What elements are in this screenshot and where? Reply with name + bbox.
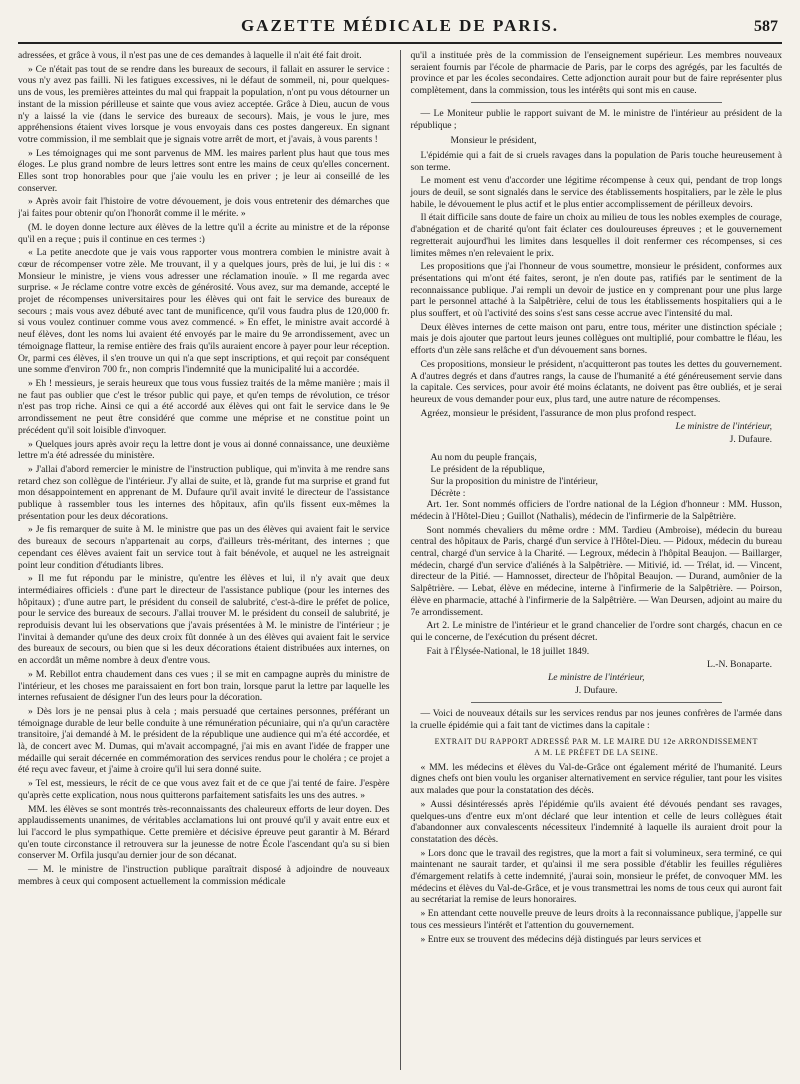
signature-title: Le ministre de l'intérieur, (547, 672, 645, 684)
signature-name: J. Dufaure. (729, 434, 772, 446)
columns (18, 50, 782, 1070)
moniteur-intro: — Le Moniteur publie le rapport suivant de M. le ministre de l'intérieur au président de la république ; (410, 107, 782, 131)
extract-paragraph: » Aussi désintéressés après l'épidémie qu'ils avaient été dévoués pendant ses ravages, quelques-uns d'entre eux m'ont déclaré que leur intention et celle de leurs collègues était d'abandonner aux convalescents nécessiteux l'indemnité à laquelle ils auraient droit pour la constatation des décès. (410, 798, 782, 845)
paragraph: » M. Rebillot entra chaudement dans ces vues ; il se mit en campagne auprès du ministre de l'intérieur, et les choses me paraissaient en fort bon train, lorsque parut la lettre par laquelle les internes refusaient de désigner l'un des leurs pour la décoration. (18, 668, 390, 704)
paragraph: » Tel est, messieurs, le récit de ce que vous avez fait et de ce que j'ai tenté de faire. J'espère qu'après cette explication, nous nous quitterons parfaitement satisfaits les uns des autres. » (18, 778, 390, 801)
page-header (18, 0, 782, 44)
decree-article: Fait à l'Élysée-National, le 18 juillet 1849. (426, 645, 590, 657)
paragraph: » J'allai d'abord remercier le ministre de l'instruction publique, qui m'invita à me rendre sans retard chez son collègue de l'intérieur. J'y allai de suite, et là, grande fut ma surprise et grand fut mon désappointement en apprenant de M. Dufaure qu'il avait invité le directeur de l'assistance publique à rassembler tous les internes des hôpitaux, afin qu'ils fissent eux-mêmes la présentation pour les deux décorations. (18, 463, 390, 522)
separator (471, 702, 723, 703)
paragraph: « La petite anecdote que je vais vous rapporter vous montrera combien le ministre avait à cœur de récompenser votre zèle. Me trouvant, il y a quelques jours, près de lui, je lui dis : « Monsieur le ministre, je viens vous adresser une réclamation inouïe. » Il me regarda avec surprise. « Je réclame contre votre excès de générosité. Vous avez, sur ma demande, accepté le projet de récompenses universitaires pour les élèves qui ont fait le service des bureaux de secours ; mais vous avez débuté avec tant de munificence, qu'il vous faudra plus de 120,000 fr. si vous voulez continuer comme vous avez commencé. » En effet, le ministre avait accordé à neuf élèves, dont les noms lui avaient été envoyés par le maire du 9e arrondissement, avec un témoignage flatteur, la remise entière des frais qu'ils auraient encore à payer pour leur réception. Or, parmi ces élèves, il s'en trouve un qui n'a que sept inscriptions, et qui reçoit par conséquent une somme d'environ 700 fr., non compris l'indemnité que la municipalité lui a accordée. (18, 247, 390, 376)
decree-body (411, 499, 783, 657)
decree-line: Le président de la république, (430, 464, 545, 476)
paragraph: » Dès lors je ne pensai plus à cela ; mais persuadé que certaines personnes, préférant un témoignage durable de leur belle conduite à une rémunération pécuniaire, qui n'a qu'un caractère transitoire, j'ai demandé à M. le président de la république une audience qui m'a été accordée, et là, de concert avec M. Dumas, qui m'avait accompagné, j'ai mis en avant l'idée de frapper une médaille qui serait décernée en commémoration des services rendus pour le choléra ; ce projet a été reçu avec faveur, et j'aime à croire qu'il lui sera donné suite. (18, 705, 390, 776)
paragraph: » Eh ! messieurs, je serais heureux que tous vous fussiez traités de la même manière ; mais il ne faut pas oublier que c'est le trésor public qui paye, et qu'en temps de révolution, ce trésor n'est pas trop riche. Ainsi ce qui a été accordé aux élèves qui ont fait le service dans le 9e arrondissement ne peut être considéré que comme une méprise et ne constitue point un précédent qu'il soit loisible d'invoquer. (18, 377, 390, 436)
decree-line: Sur la proposition du ministre de l'intérieur, (430, 475, 598, 487)
report-paragraph: Agréez, monsieur le président, l'assurance de mon plus profond respect. (420, 407, 697, 419)
signature-title: Le ministre de l'intérieur, (675, 421, 772, 433)
left-column (18, 50, 390, 1070)
paragraph: — Voici de nouveaux détails sur les services rendus par nos jeunes confrères de l'armée dans la cruelle épidémie qui a fait tant de victimes dans la capitale : (410, 708, 782, 732)
paragraph: » Je fis remarquer de suite à M. le ministre que pas un des élèves qui avaient fait le service des bureaux de secours n'appartenait au corps, d'ailleurs très-méritant, des internes ; que cependant ces élèves avaient fait un service tout à fait bénévole, et auquel ne les astreignait point leur condition d'étudiants libres. (18, 524, 390, 571)
paragraph: » Ce n'était pas tout de se rendre dans les bureaux de secours, il fallait en assurer le service : vous n'y avez pas failli. Ni les fatigues excessives, ni le défaut de sommeil, ni, pour quelques-uns de vous, les premières atteintes du mal qui frappait la population, n'ont pu vous détourner un instant de la mission périlleuse et sainte que vous aviez acceptée. Grâce à Dieu, aucun de vous n'y a laissé la vie (dans le service des bureaux de secours). Mais, je vous le jure, mes appréhensions étaient vives lorsque je vous envoyais dans ces postes dangereux. En signant votre commission, il me semblait que je signais votre arrêt de mort, et j'avais, à vous parents ! (18, 63, 390, 145)
extract-paragraph: » Lors donc que le travail des registres, que la mort a fait si volumineux, sera terminé, ce qui maintenant ne saurait tarder, et qu'ainsi il me sera possible d'établir les feuilles régulières d'émargement relatifs à cette indemnité, j'aurai soin, monsieur le préfet, de convoquer MM. les médecins et élèves du Val-de-Grâce, et je vous transmettrai les noms de tous ceux qui auront fait au secrétariat la remise de leurs honoraires. (410, 847, 782, 906)
decree-line: Décrète : (430, 487, 466, 499)
salutation: Monsieur le président, (450, 135, 537, 147)
separator (471, 102, 723, 103)
report-paragraph: Ces propositions, monsieur le président, n'acquitteront pas toutes les dettes du gouvernement. A d'autres degrés et dans d'autres rangs, la cause de l'humanité a été généreusement servie dans la capitale. Ces services, pour avoir été moins éclatants, ne doivent pas être oubliés, et je serai heureux de vous demander pour eux, plus tard, une autre nature de récompenses. (410, 358, 782, 405)
report-paragraph: Les propositions que j'ai l'honneur de vous soumettre, monsieur le président, conformes aux présentations qui m'ont été faites, seront, je n'en doute pas, ratifiés par le sentiment de la reconnaissance publique. J'ai rempli un devoir de justice en y comprenant pour une plus large part le personnel attaché à la Salpêtrière, celui de tous les établissements hospitaliers qui a le plus souffert, et où l'activité des soins s'est sans cesse accrue avec l'intensité du mal. (410, 261, 782, 320)
extract-heading (411, 736, 783, 758)
extract-paragraph: » Entre eux se trouvent des médecins déjà distingués par leurs services et (420, 933, 702, 945)
paragraph: » Quelques jours après avoir reçu la lettre dont je vous ai donné connaissance, une deuxième lettre m'a été adressée du ministère. (18, 438, 390, 462)
paragraph: adressées, et grâce à vous, il n'est pas une de ces demandes à laquelle il n'ait été fait droit. (18, 50, 362, 61)
report-paragraph: Deux élèves internes de cette maison ont paru, entre tous, mériter une distinction spéciale ; mais je dois ajouter que partout leurs jeunes collègues ont multiplié, pour combattre le fléau, les efforts d'un zèle sans relâche et d'un dévouement sans bornes. (410, 321, 782, 357)
decree-line: Au nom du peuple français, (430, 452, 537, 464)
report-paragraph: Le moment est venu d'accorder une légitime récompense à ceux qui, pendant de trop longs jours de deuil, se sont signalés dans le service des établissements hospitaliers, par le zèle le plus habile, le dévouement le plus actif et le plus entier accomplissement de périlleux devoirs. (410, 175, 782, 210)
signature-name: J. Dufaure. (575, 685, 618, 697)
decree-article: Art. 1er. Sont nommés officiers de l'ordre national de la Légion d'honneur : MM. Husson, médecin à l'Hôtel-Dieu ; Guillot (Nathalis), médecin de l'infirmerie de la Salpêtrière. (410, 499, 782, 522)
paragraph: MM. les élèves se sont montrés très-reconnaissants des chaleureux efforts de leur doyen. Des applaudissements unanimes, de véritables acclamations lui ont prouvé qu'il y avait entre eux et lui l'accord le plus sympathique. Cette première et décisive épreuve peut garantir à M. Bérard qu'en toute circonstance il retrouvera sur la jeunesse de notre École l'ascendant qu'a su si bien conserver M. Orfila jusqu'au dernier jour de son décanat. (18, 803, 390, 862)
decree-heading (411, 452, 783, 499)
paragraph: » Les témoignages qui me sont parvenus de MM. les maires parlent plus haut que tous mes éloges. Le plus grand nombre de leurs lettres sont entre les mains de ceux qu'elles concernent. Elles sont trop honorables pour que j'aie voulu les en priver ; je leur ai conseillé de les conserver. (18, 147, 390, 194)
decree-article: Art 2. Le ministre de l'intérieur et le grand chancelier de l'ordre sont chargés, chacun en ce qui le concerne, de l'exécution du présent décret. (410, 620, 782, 643)
extract-paragraph: » En attendant cette nouvelle preuve de leurs droits à la reconnaissance publique, j'appelle sur tous ces messieurs l'intérêt et l'attention du gouvernement. (410, 908, 782, 931)
paragraph: » Après avoir fait l'histoire de votre dévouement, je dois vous entretenir des démarches que j'ai faites pour obtenir qu'on l'honorât comme il le mérite. » (18, 196, 390, 220)
extract-heading-line: A M. LE PRÉFET DE LA SEINE. (534, 747, 659, 757)
report-paragraph: Il était difficile sans doute de faire un choix au milieu de tous les nobles exemples de courage, d'abnégation et de charité qu'ont fait éclater ces douloureuses épreuves ; et le gouvernement regretterait aujourd'hui les limites dans lesquelles il doit renfermer ces récompenses, si ces limites mêmes n'en relevaient le prix. (410, 212, 782, 259)
paragraph: qu'il a instituée près de la commission de l'enseignement supérieur. Les membres nouveaux seraient fournis par l'école de pharmacie de Paris, par le corps des agrégés, par les facultés de province et par les écoles secondaires. Cette adjonction aurait pour but de faire représenter plus complètement, dans la commission, tous les intérêts qui sont mis en cause. (410, 50, 782, 97)
report-paragraph: L'épidémie qui a fait de si cruels ravages dans la population de Paris touche heureusement à son terme. (410, 149, 782, 173)
paragraph: (M. le doyen donne lecture aux élèves de la lettre qu'il a écrite au ministre et de la réponse qu'il en a reçue ; puis il continue en ces termes :) (18, 221, 390, 245)
decree-article: Sont nommés chevaliers du même ordre : MM. Tardieu (Ambroise), médecin du bureau central des hôpitaux de Paris, chargé d'un service à l'Hôtel-Dieu. — Pidoux, médecin du bureau central, chargé d'un service à la Charité. — Legroux, médecin à l'hôpital Beaujon. — Baillarger, médecin, chargé d'un service d'aliénés à la Salpêtrière. — Mitivié, id. — Trélat, id. — Vincent, directeur de la Pitié. — Hamnosset, directeur de l'hôpital Beaujon. — Durand, aumônier de la Salpêtrière. — Lebat, élève en médecine, interne à l'infirmerie de la Salpêtrière. — Poirson, élève en pharmacie, attaché à l'infirmerie de la Salpêtrière. — Wan Deursen, adjoint au maire du 7e arrondissement. (410, 524, 782, 618)
paragraph: » Il me fut répondu par le ministre, qu'entre les élèves et lui, il n'y avait que deux intermédiaires officiels : d'une part le directeur de l'assistance publique (pour les internes des hôpitaux) ; d'une autre part, le président du conseil de salubrité, c'est-à-dire le préfet de police, pour le service des bureaux de secours. J'allai trouver M. le président du conseil de salubrité, je reproduisis devant lui les observations que j'avais présentées à M. le ministre de l'intérieur ; je l'invitai à demander qu'une des deux croix fût donnée à un des élèves qui avaient fait le service des bureaux de secours, ou bien que si les deux décorations étaient distribuées aux internes, on en accordât un même nombre à deux d'entre vous. (18, 573, 390, 667)
page-number: 587 (754, 18, 778, 35)
journal-title: GAZETTE MÉDICALE DE PARIS. (240, 16, 560, 35)
extract-heading-line: EXTRAIT DU RAPPORT ADRESSÉ PAR M. LE MAIRE DU 12e ARRONDISSEMENT (434, 736, 758, 746)
paragraph: — M. le ministre de l'instruction publique paraîtrait disposé à adjoindre de nouveaux membres à ceux qui composent actuellement la commission médicale (18, 864, 390, 887)
president-signature: L.-N. Bonaparte. (706, 659, 772, 671)
right-column (400, 50, 783, 1070)
extract-paragraph: « MM. les médecins et élèves du Val-de-Grâce ont également mérité de l'humanité. Leurs dignes chefs ont bien voulu les organiser alternativement en service régulier, tant pour les visites aux malades que pour la constatation des décès. (410, 761, 782, 797)
